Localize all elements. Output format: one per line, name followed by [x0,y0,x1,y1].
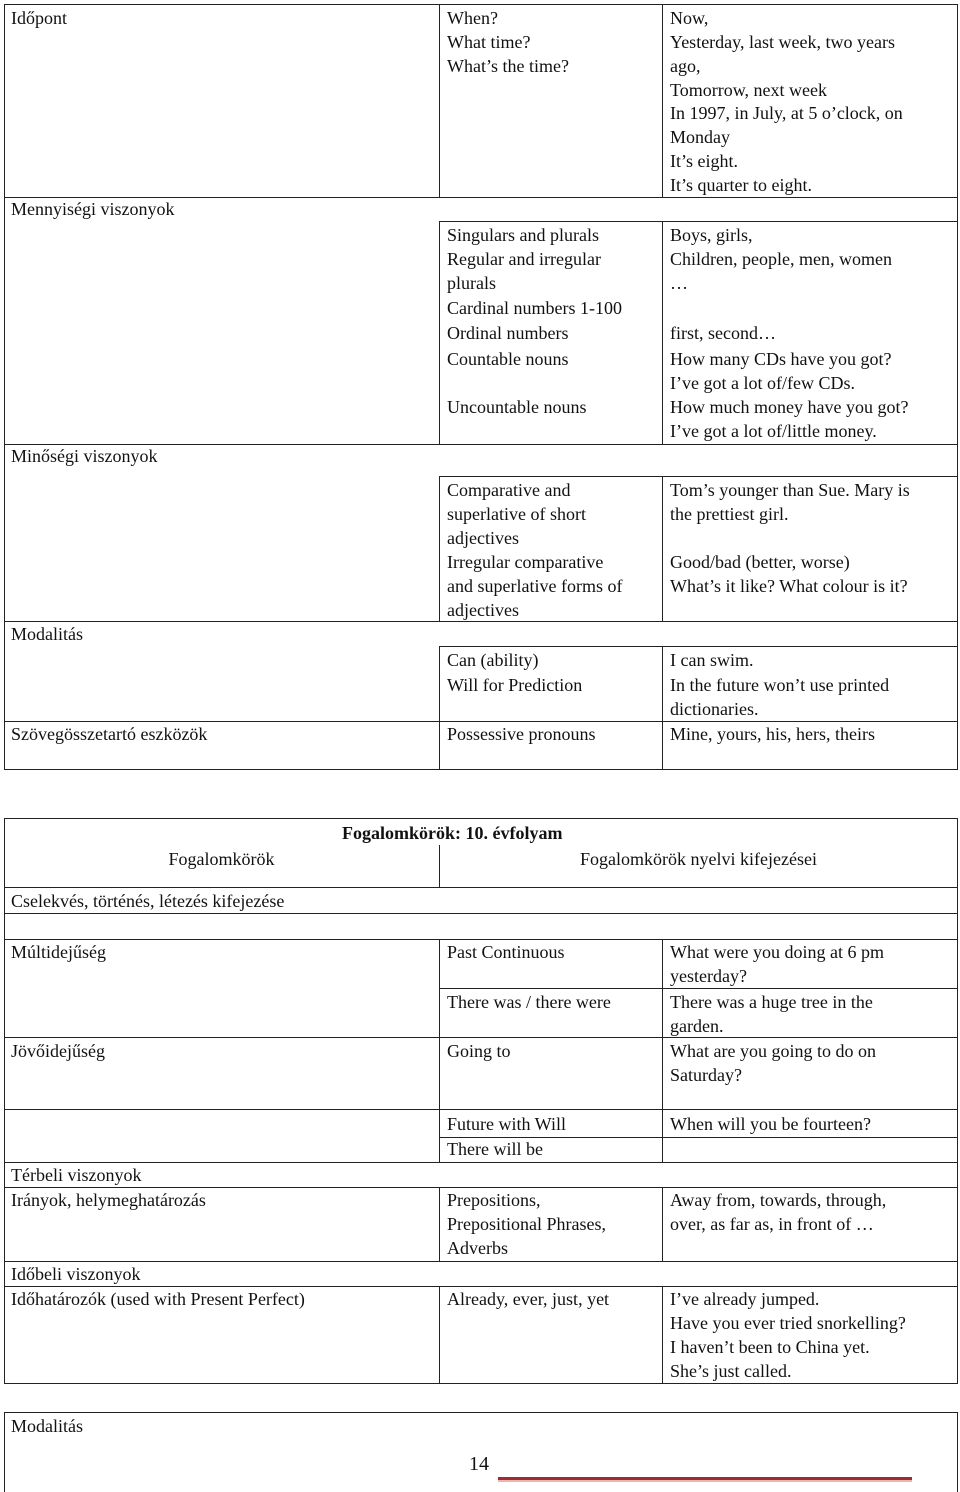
when-line: What’s the time? [447,56,569,76]
column-divider [662,4,663,198]
category-idopont: Időpont [11,8,67,28]
prepositions-example-line: Away from, towards, through, [670,1190,887,1210]
going-to-example-line: Saturday? [670,1065,742,1085]
present-perfect-example-line: I haven’t been to China yet. [670,1337,870,1357]
past-example-line: What were you doing at 6 pm [670,942,884,962]
row-divider [439,1137,958,1138]
singulars-line: Singulars and plurals [447,225,599,245]
plural-example-line: … [670,273,688,293]
possessive-example: Mine, yours, his, hers, theirs [670,724,875,744]
present-perfect-example-line: She’s just called. [670,1361,792,1381]
row-divider [439,988,958,989]
prepositions-line: Prepositions, [447,1190,541,1210]
column-divider [662,1109,663,1162]
column-divider [662,939,663,1109]
plural-example-line: Children, people, men, women [670,249,892,269]
time-example-line: Yesterday, last week, two years [670,32,895,52]
noun-example-line: How many CDs have you got? [670,349,892,369]
already-ever-just-yet: Already, ever, just, yet [447,1289,610,1309]
will-prediction: Will for Prediction [447,675,583,695]
column-divider [662,1286,663,1384]
ordinal-numbers: Ordinal numbers [447,323,569,343]
row-divider [4,1162,958,1163]
category-szovegosszetarto: Szövegösszetartó eszközök [11,724,208,744]
when-line: When? [447,8,498,28]
possessive-pronouns: Possessive pronouns [447,724,596,744]
future-will-example: When will you be fourteen? [670,1114,871,1134]
time-example-line: Tomorrow, next week [670,80,828,100]
category-terbeli: Térbeli viszonyok [11,1165,142,1185]
plural-example-line: Boys, girls, [670,225,753,245]
column-divider [439,1286,440,1384]
time-example-line: Monday [670,127,730,147]
there-was-example-line: There was a huge tree in the [670,992,873,1012]
comparative-line: adjectives [447,600,519,620]
row-divider [4,1261,958,1262]
category-jovoidejuseg: Jövőidejűség [11,1041,105,1061]
going-to-example-line: What are you going to do on [670,1041,876,1061]
prepositions-example-line: over, as far as, in front of … [670,1214,874,1234]
header-fogalomkorok: Fogalomkörök [168,849,275,869]
page-number: 14 [469,1453,489,1475]
present-perfect-example-line: Have you ever tried snorkelling? [670,1313,906,1333]
row-divider [4,1037,958,1038]
comparative-example-line: What’s it like? What colour is it? [670,576,908,596]
category-modalitas-bottom: Modalitás [11,1416,83,1436]
singulars-line: Regular and irregular [447,249,601,269]
row-divider [439,221,958,222]
category-minosegi: Minőségi viszonyok [11,446,158,466]
when-line: What time? [447,32,531,52]
past-continuous: Past Continuous [447,942,565,962]
can-ability: Can (ability) [447,650,539,670]
there-was-example-line: garden. [670,1016,724,1036]
category-multidejuseg: Múltidejűség [11,942,106,962]
can-example: I can swim. [670,650,754,670]
column-divider [439,476,440,622]
noun-example-line: I’ve got a lot of/little money. [670,421,877,441]
noun-example-line: How much money have you got? [670,397,909,417]
category-mennyisegi: Mennyiségi viszonyok [11,199,175,219]
comparative-example-line: the prettiest girl. [670,504,789,524]
column-divider [439,1187,440,1261]
row-divider [4,913,958,914]
will-example-line: In the future won’t use printed [670,675,890,695]
category-idobeli: Időbeli viszonyok [11,1264,141,1284]
category-cselekves: Cselekvés, történés, létezés kifejezése [11,891,285,911]
time-example-line: It’s eight. [670,151,738,171]
header-kifejezesei: Fogalomkörök nyelvi kifejezései [580,849,817,869]
comparative-line: Irregular comparative [447,552,604,572]
going-to: Going to [447,1041,511,1061]
countable-nouns: Countable nouns [447,349,569,369]
singulars-line: plurals [447,273,496,293]
comparative-example-line: Good/bad (better, worse) [670,552,850,572]
category-idohatarozok: Időhatározók (used with Present Perfect) [11,1289,305,1309]
column-divider [662,1187,663,1261]
time-example-line: Now, [670,8,709,28]
column-divider [662,221,663,445]
column-divider [439,1109,440,1162]
uncountable-nouns: Uncountable nouns [447,397,587,417]
category-modalitas: Modalitás [11,624,83,644]
row-divider [4,1109,958,1110]
column-divider [439,939,440,1109]
row-divider [4,887,958,888]
will-example-line: dictionaries. [670,699,759,719]
column-divider [662,646,663,770]
cardinal-numbers: Cardinal numbers 1-100 [447,298,622,318]
future-will-line: Future with Will [447,1114,566,1134]
column-divider [439,221,440,445]
prepositions-line: Adverbs [447,1238,508,1258]
row-divider [439,476,958,477]
table-title: Fogalomkörök: 10. évfolyam [342,823,563,843]
ordinal-example: first, second… [670,323,776,343]
comparative-line: Comparative and [447,480,571,500]
time-example-line: In 1997, in July, at 5 o’clock, on [670,103,903,123]
noun-example-line: I’ve got a lot of/few CDs. [670,373,855,393]
comparative-line: superlative of short [447,504,586,524]
column-divider [439,4,440,198]
column-divider [439,646,440,770]
comparative-line: adjectives [447,528,519,548]
footer-rule [498,1477,912,1480]
prepositions-line: Prepositional Phrases, [447,1214,606,1234]
row-divider [439,646,958,647]
category-iranyok: Irányok, helymeghatározás [11,1190,206,1210]
future-will-line: There will be [447,1139,543,1159]
there-was: There was / there were [447,992,611,1012]
past-example-line: yesterday? [670,966,747,986]
time-example-line: ago, [670,56,701,76]
present-perfect-example-line: I’ve already jumped. [670,1289,820,1309]
column-divider [662,476,663,622]
comparative-example-line: Tom’s younger than Sue. Mary is [670,480,910,500]
comparative-line: and superlative forms of [447,576,623,596]
time-example-line: It’s quarter to eight. [670,175,812,195]
